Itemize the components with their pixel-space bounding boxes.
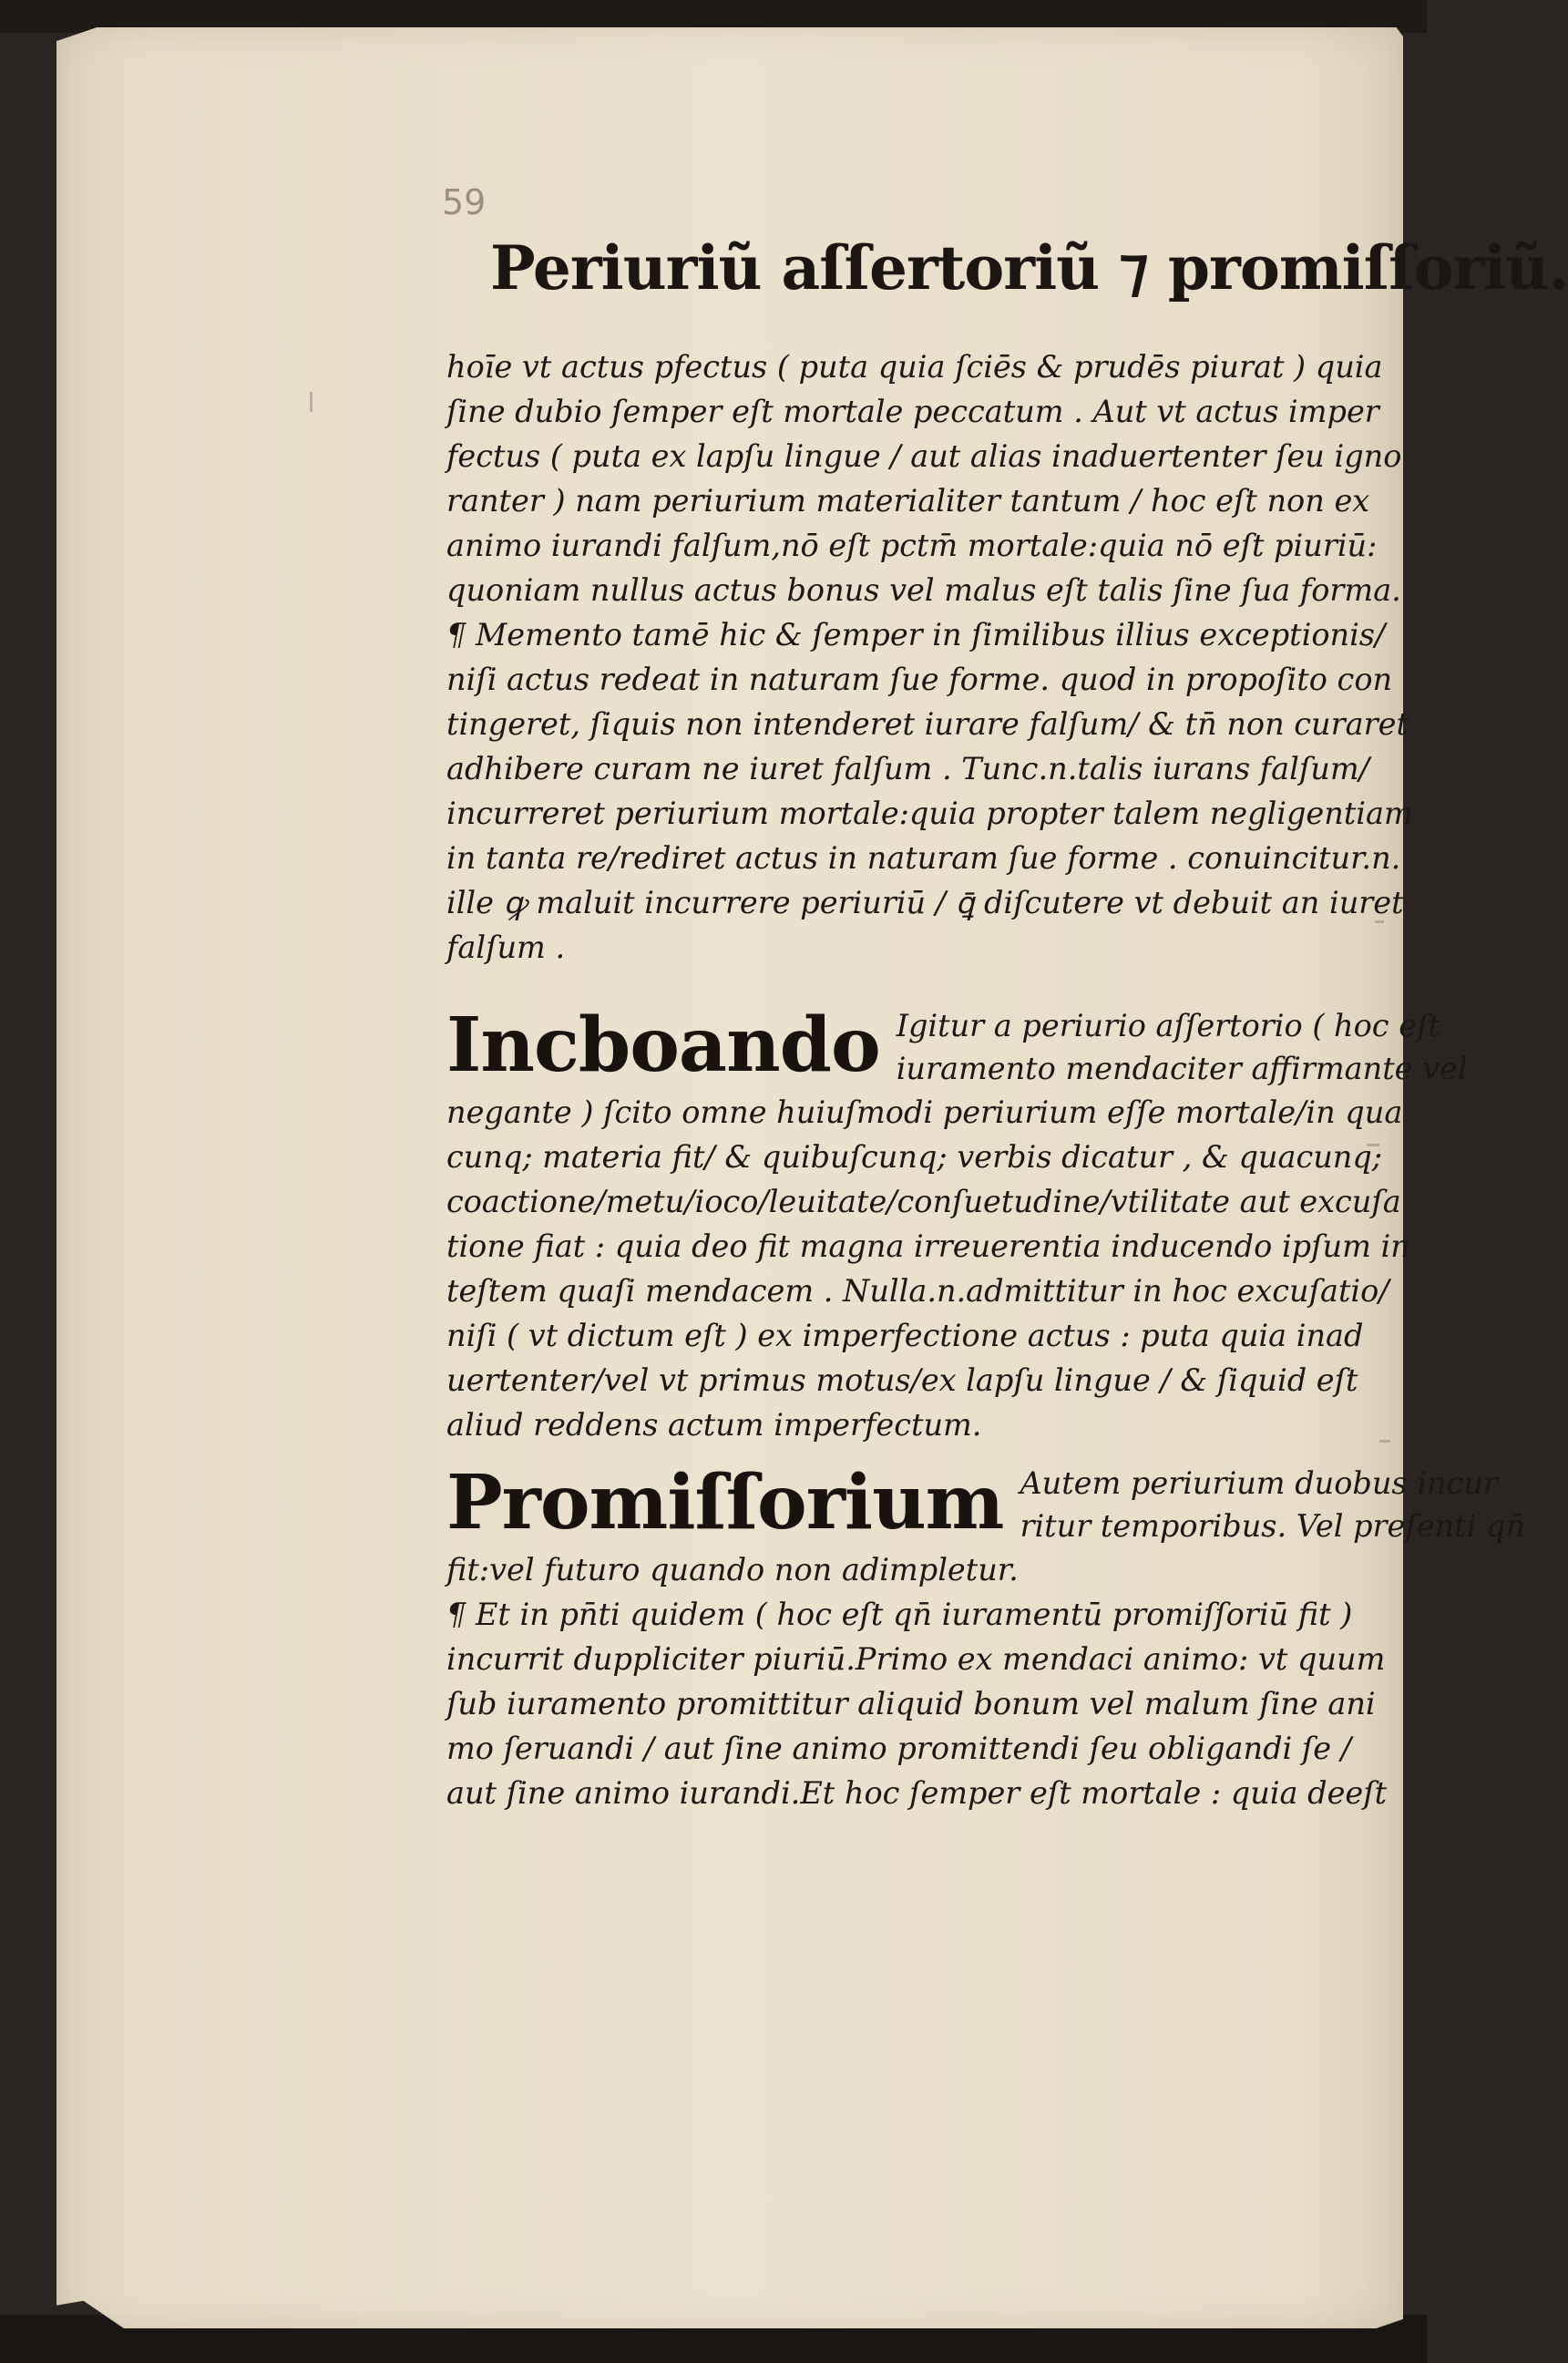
text-line: ranter ) nam periurium materialiter tantum / hoc eſt non ex (446, 483, 1370, 519)
section-incboando (446, 1001, 1468, 1447)
text-line: ¶ Et in pn̄ti quidem ( hoc eſt qn̄ iuramentū promiſſoriū fit ) (446, 1597, 1353, 1632)
section-promissorium (446, 1458, 1526, 1815)
text-line: tingeret, ſiquis non intenderet iurare falſum/ & tn̄ non curaret (446, 706, 1409, 742)
text-line: aliud reddens actum imperfectum. (446, 1407, 982, 1443)
text-line: quoniam nullus actus bonus vel malus eſt talis ſine ſua forma. (446, 572, 1401, 608)
section-head-text (1020, 1458, 1525, 1547)
text-line: mo ſeruandi / aut ſine animo promittendi ſeu obligandi ſe / (446, 1731, 1352, 1766)
text-line: in tanta re/rediret actus in naturam ſue forme . conuincitur.n. (446, 840, 1401, 876)
text-line: falſum . (446, 930, 566, 965)
text-line: incurrit duppliciter piuriū.Primo ex mendaci animo: vt quum (446, 1641, 1386, 1677)
section-head-text (897, 1001, 1468, 1090)
page-heading: Periuriũ aſſertoriũ ⁊ promiſſoriũ. (490, 232, 1568, 303)
text-line: niſi ( vt dictum eſt ) ex imperfectione actus : puta quia inad (446, 1318, 1364, 1353)
folio-number: 59 (442, 182, 487, 222)
text-line: cunq; materia fit/ & quibuſcunq; verbis dicatur , & quacunq; (446, 1139, 1383, 1175)
text-line: coactione/metu/ioco/leuitate/conſuetudine/vtilitate aut excuſa (446, 1184, 1401, 1219)
text-line: fectus ( puta ex lapſu lingue / aut alias inaduertenter ſeu igno (446, 438, 1402, 474)
text-line: ille ꝙ maluit incurrere periuriū / ꝗ̄ diſcutere vt debuit an iuret (446, 885, 1404, 920)
text-line: hoīe vt actus pfectus ( puta quia ſciēs & prudēs piurat ) quia (446, 349, 1383, 385)
section-initial-word: Incboando (446, 1002, 880, 1089)
text-line: ¶ Memento tamē hic & ſemper in ſimilibus illius exceptionis/ (446, 617, 1386, 652)
text-line: ſine dubio ſemper eſt mortale peccatum . Aut vt actus imper (446, 394, 1379, 429)
text-line: uertenter/vel vt primus motus/ex lapſu lingue / & ſiquid eſt (446, 1362, 1358, 1398)
text-line: incurreret periurium mortale:quia propter talem negligentiam (446, 796, 1413, 831)
text-line: animo iurandi falſum,nō eſt pctm̄ mortale:quia nō eſt piuriū: (446, 528, 1378, 563)
text-line: iuramento mendaciter affirmante vel (896, 1051, 1468, 1086)
text-line: adhibere curam ne iuret falſum . Tunc.n.talis iurans falſum/ (446, 751, 1369, 786)
section-initial-word: Promiſſorium (446, 1459, 1004, 1546)
paragraph-continued (446, 344, 1413, 970)
text-line: Igitur a periurio aſſertorio ( hoc eſt (896, 1008, 1440, 1043)
section-body (446, 1090, 1410, 1447)
text-line: ſub iuramento promittitur aliquid bonum vel malum ſine ani (446, 1686, 1376, 1721)
section-body (446, 1547, 1394, 1815)
text-line: fit:vel futuro quando non adimpletur. (446, 1552, 1019, 1587)
text-line: ritur temporibus. Vel preſenti qn̄ (1020, 1508, 1526, 1544)
text-line: Autem periurium duobus incur (1020, 1465, 1498, 1501)
paper-speck (310, 392, 313, 412)
text-line: tione fiat : quia deo fit magna irreuerentia inducendo ipſum in (446, 1228, 1410, 1264)
text-line: aut ſine animo iurandi.Et hoc ſemper eſt mortale : quia deeſt (446, 1775, 1388, 1811)
section-head (446, 1458, 1526, 1547)
section-head (446, 1001, 1468, 1090)
text-line: negante ) ſcito omne huiuſmodi periurium eſſe mortale/in qua (446, 1094, 1403, 1130)
text-line: teſtem quaſi mendacem . Nulla.n.admittitur in hoc excuſatio/ (446, 1273, 1389, 1309)
text-line: niſi actus redeat in naturam ſue forme. quod in propoſito con (446, 662, 1393, 697)
